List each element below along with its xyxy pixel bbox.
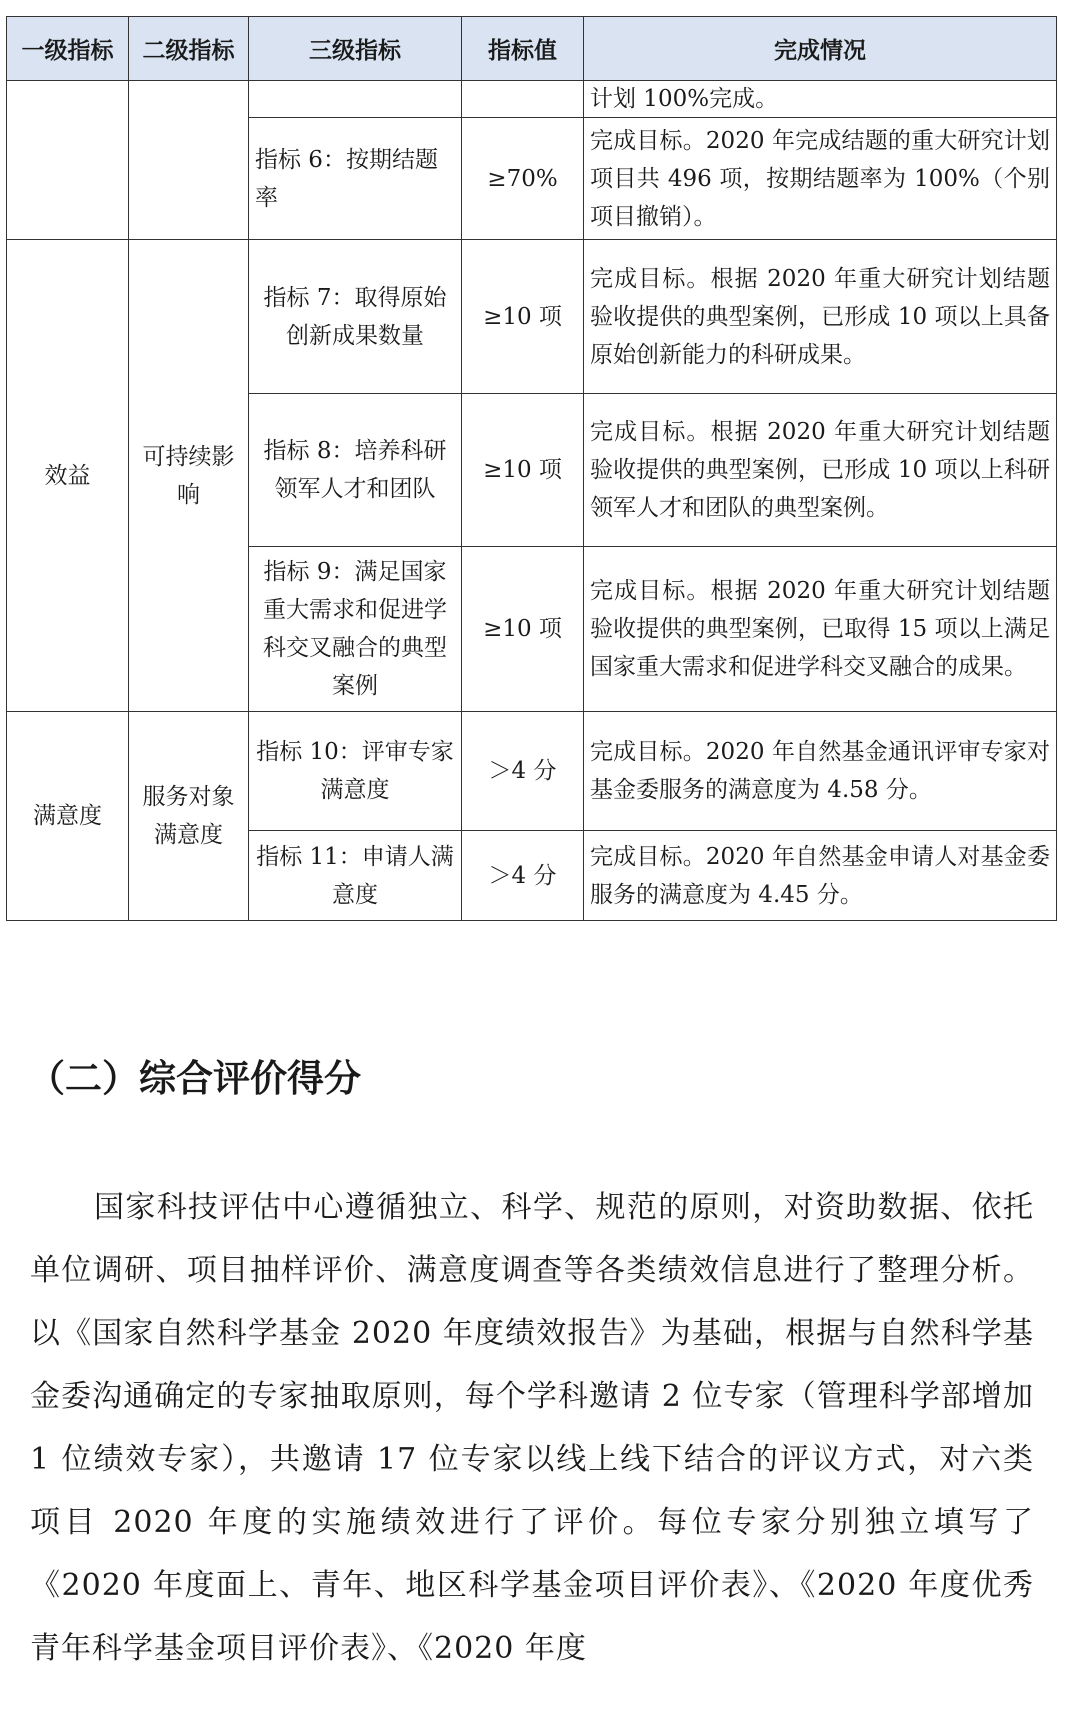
cell-level3-indicator: 指标 6：按期结题率 [249, 118, 462, 240]
table-row [7, 712, 1057, 831]
cell-completion: 完成目标。2020 年自然基金通讯评审专家对基金委服务的满意度为 4.58 分。 [584, 712, 1057, 831]
cell-indicator-value: ＞4 分 [462, 712, 584, 831]
header-value: 指标值 [462, 17, 584, 81]
cell-level1-benefit: 效益 [7, 240, 129, 712]
cell-completion: 完成目标。根据 2020 年重大研究计划结题验收提供的典型案例，已形成 10 项以上科研领军人才和团队的典型案例。 [584, 394, 1057, 547]
performance-indicator-table [6, 16, 1057, 921]
cell-level3-indicator: 指标 7：取得原始创新成果数量 [249, 240, 462, 394]
cell-level1-empty [7, 81, 129, 240]
cell-level2-sustainable-impact: 可持续影响 [129, 240, 249, 712]
cell-level3-empty [249, 81, 462, 118]
cell-indicator-value: ≥10 项 [462, 240, 584, 394]
header-level2: 二级指标 [129, 17, 249, 81]
cell-completion: 完成目标。2020 年完成结题的重大研究计划项目共 496 项，按期结题率为 100%（个别项目撤销）。 [584, 118, 1057, 240]
table-row [7, 240, 1057, 394]
table-row [7, 81, 1057, 118]
cell-completion: 完成目标。根据 2020 年重大研究计划结题验收提供的典型案例，已取得 15 项以上满足国家重大需求和促进学科交叉融合的成果。 [584, 547, 1057, 712]
cell-level3-indicator: 指标 11：申请人满意度 [249, 831, 462, 921]
section-title: （二）综合评价得分 [28, 1057, 361, 1100]
header-completion: 完成情况 [584, 17, 1057, 81]
cell-indicator-value: ≥70% [462, 118, 584, 240]
table-header-row [7, 17, 1057, 81]
cell-level3-indicator: 指标 8：培养科研领军人才和团队 [249, 394, 462, 547]
header-level1: 一级指标 [7, 17, 129, 81]
cell-level3-indicator: 指标 9：满足国家重大需求和促进学科交叉融合的典型案例 [249, 547, 462, 712]
cell-completion: 完成目标。2020 年自然基金申请人对基金委服务的满意度为 4.45 分。 [584, 831, 1057, 921]
cell-indicator-value: ＞4 分 [462, 831, 584, 921]
cell-completion: 完成目标。根据 2020 年重大研究计划结题验收提供的典型案例，已形成 10 项以上具备原始创新能力的科研成果。 [584, 240, 1057, 394]
body-paragraph: 国家科技评估中心遵循独立、科学、规范的原则，对资助数据、依托单位调研、项目抽样评价、满意度调查等各类绩效信息进行了整理分析。以《国家自然科学基金 2020 年度绩效报告》为基础，根据与自然科学基金委沟通确定的专家抽取原则，每个学科邀请 2 位专家（管理科学部增加 1 位绩效专家），共邀请 17 位专家以线上线下结合的评议方式，对六类项目 2020 年度的实施绩效进行了评价。每位专家分别独立填写了《2020 年度面上、青年、地区科学基金项目评价表》、《2020 年度优秀青年科学基金项目评价表》、《2020 年度 [30, 1190, 1034, 1666]
cell-value-empty [462, 81, 584, 118]
cell-level2-service-satisfaction: 服务对象满意度 [129, 712, 249, 921]
cell-indicator-value: ≥10 项 [462, 394, 584, 547]
cell-level3-indicator: 指标 10：评审专家满意度 [249, 712, 462, 831]
cell-level1-satisfaction: 满意度 [7, 712, 129, 921]
cell-completion: 计划 100%完成。 [584, 81, 1057, 118]
cell-indicator-value: ≥10 项 [462, 547, 584, 712]
cell-level2-empty [129, 81, 249, 240]
header-level3: 三级指标 [249, 17, 462, 81]
